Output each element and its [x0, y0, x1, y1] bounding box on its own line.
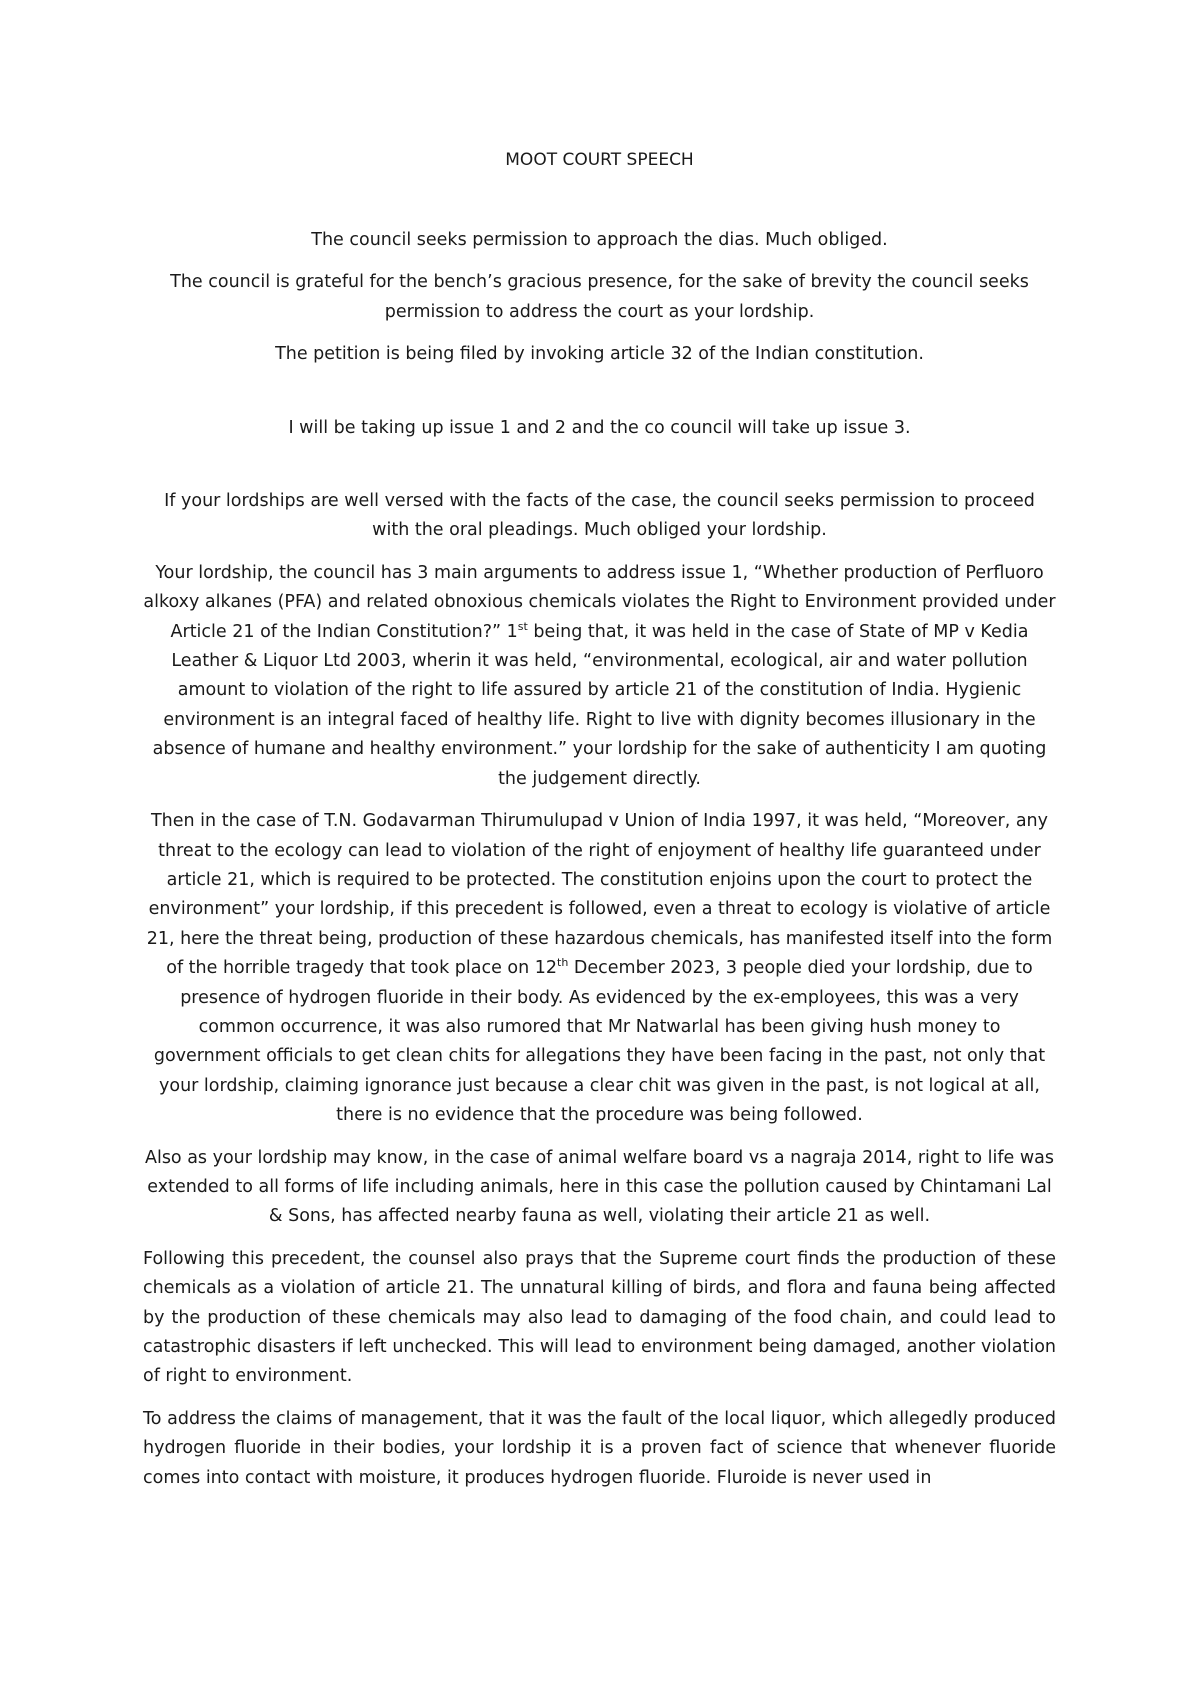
ordinal-suffix: st [517, 619, 528, 633]
paragraph-argument-kedia-part2: being that, it was held in the case of State of MP v Kedia Leather & Liquor Ltd 2003, wherin it was held, “environmental, ecological, air and water pollution amount to violation of the right to life assured by article 21 of the constitution of India. Hygienic environment is an integral faced of healthy life. Right to live with dignity becomes illusionary in the absence of humane and healthy environment.” your lordship for the sake of authenticity I am quoting the judgement directly. [152, 621, 1047, 789]
document-body [143, 148, 1056, 1506]
paragraph-argument-godavarman-part2: December 2023, 3 people died your lordship, due to presence of hydrogen fluoride in their body. As evidenced by the ex-employees, this was a very common occurrence, it was also rumored that Mr Natwarlal has been giving hush money to government officials to get clean chits for allegations they have been facing in the past, not only that your lordship, claiming ignorance just because a clear chit was given in the past, is not logical at all, there is no evidence that the procedure was being followed. [153, 958, 1046, 1126]
paragraph-management-claims: To address the claims of management, that it was the fault of the local liquor, which allegedly produced hydrogen fluoride in their bodies, your lordship it is a proven fact of science that whenever fluoride comes into contact with moisture, it produces hydrogen fluoride. Fluroide is never used in [143, 1408, 1056, 1488]
paragraph-petition: The petition is being filed by invoking article 32 of the Indian constitution. [275, 344, 924, 365]
paragraph-precedent: Following this precedent, the counsel also prays that the Supreme court finds the production of these chemicals as a violation of article 21. The unnatural killing of birds, and flora and fauna being affected by the production of these chemicals may also lead to damaging of the food chain, and could lead to catastrophic disasters if left unchecked. This will lead to environment being damaged, another violation of right to environment. [143, 1248, 1056, 1387]
document-title: MOOT COURT SPEECH [505, 150, 694, 170]
paragraph-gratitude: The council is grateful for the bench’s gracious presence, for the sake of brevity the council seeks permission to address the court as your lordship. [170, 272, 1029, 322]
paragraph-argument-godavarman [143, 807, 1056, 1130]
paragraph-animal-welfare: Also as your lordship may know, in the case of animal welfare board vs a nagraja 2014, right to life was extended to all forms of life including animals, here in this case the pollution caused by Chintamani Lal & Sons, has affected nearby fauna as well, violating their article 21 as well. [144, 1147, 1055, 1227]
paragraph-argument-godavarman-part1: Then in the case of T.N. Godavarman Thirumulupad v Union of India 1997, it was held, “Moreover, any threat to the ecology can lead to violation of the right of enjoyment of healthy life guaranteed under article 21, which is required to be protected. The constitution enjoins upon the court to protect the environment” your lordship, if this precedent is followed, even a threat to ecology is violative of article 21, here the threat being, production of these hazardous chemicals, has manifested itself into the form of the horrible tragedy that took place on 12 [146, 811, 1053, 979]
paragraph-argument-kedia-part1: Your lordship, the council has 3 main arguments to address issue 1, “Whether production of Perfluoro alkoxy alkanes (PFA) and related obnoxious chemicals violates the Right to Environment provided under Article 21 of the Indian Constitution?” 1 [143, 562, 1056, 642]
ordinal-suffix: th [557, 956, 569, 970]
paragraph-argument-kedia [143, 559, 1056, 794]
paragraph-issues: I will be taking up issue 1 and 2 and the co council will take up issue 3. [288, 417, 911, 438]
paragraph-permission: The council seeks permission to approach the dias. Much obliged. [311, 230, 888, 250]
paragraph-facts: If your lordships are well versed with the facts of the case, the council seeks permission to proceed with the oral pleadings. Much obliged your lordship. [164, 491, 1035, 541]
